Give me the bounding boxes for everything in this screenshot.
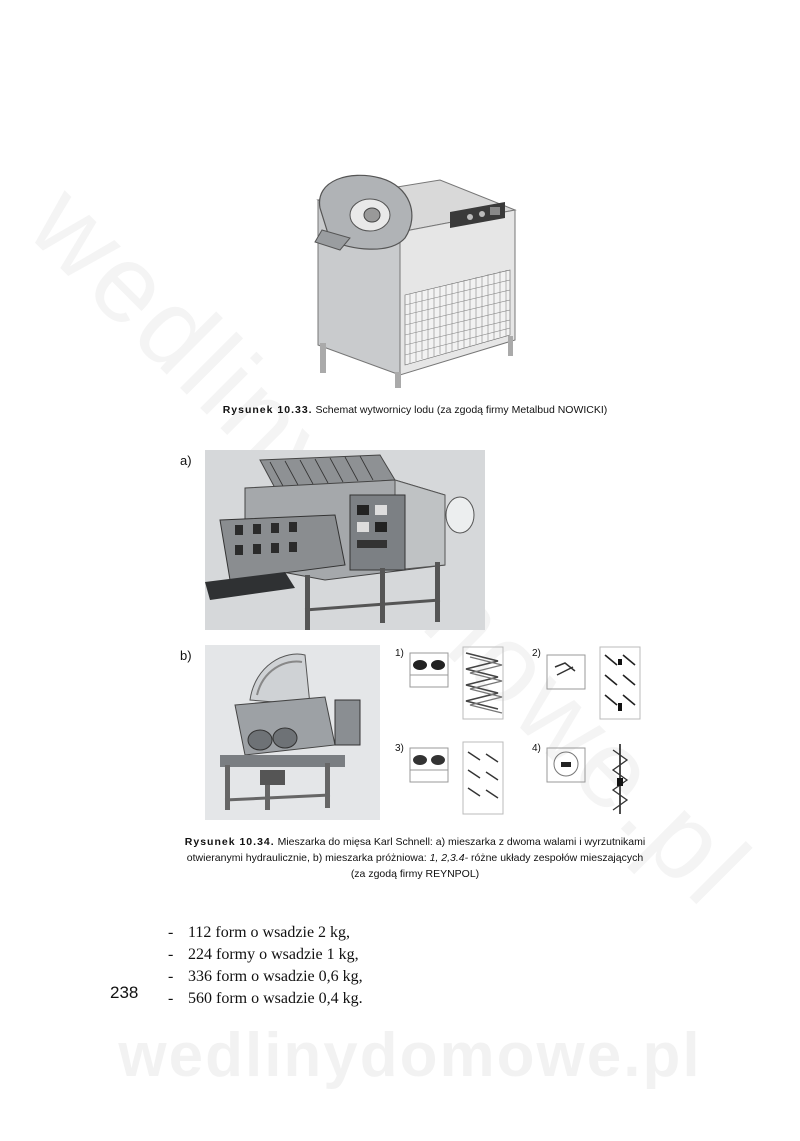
panel-a-label: a): [180, 453, 192, 468]
figure-1033-caption-text: Schemat wytwornicy lodu (za zgodą firmy Metalbud NOWICKI): [315, 404, 608, 416]
figure-1034-caption-line2c: różne układy zespołów mieszających: [468, 852, 644, 864]
figure-1034-caption-line3: (za zgodą firmy REYNPOL): [350, 868, 480, 880]
panel-b-label: b): [180, 648, 192, 663]
diagram-1-label: 1): [395, 648, 404, 659]
list-item: [168, 988, 363, 1010]
figure-1033-caption: [150, 402, 680, 418]
mixer-layout-1-diagram: [408, 645, 508, 725]
figure-1034-caption-line2b: 1, 2,3.4-: [429, 852, 469, 864]
diagram-4-label: 4): [532, 743, 541, 754]
mixer-layout-2-diagram: [545, 645, 645, 725]
list-item-text: 336 form o wsadzie 0,6 kg,: [188, 968, 363, 985]
ice-machine-illustration: [310, 160, 520, 390]
list-marker: -: [168, 924, 174, 941]
mold-count-list: [168, 922, 363, 1010]
list-item-text: 560 form o wsadzie 0,4 kg.: [188, 990, 363, 1007]
figure-1034-caption-line2a: otwieranymi hydraulicznie, b) mieszarka próżniowa:: [186, 852, 430, 864]
list-item-text: 112 form o wsadzie 2 kg,: [188, 924, 351, 941]
list-marker: -: [168, 946, 174, 963]
list-item-text: 224 formy o wsadzie 1 kg,: [188, 946, 359, 963]
mixer-layout-3-diagram: [408, 740, 508, 820]
mixer-layout-4-diagram: [545, 740, 645, 820]
figure-1034-caption: [150, 834, 680, 882]
figure-1034-label: Rysunek 10.34.: [184, 836, 275, 848]
diagram-3-label: 3): [395, 743, 404, 754]
list-item: [168, 966, 363, 988]
diagram-2-label: 2): [532, 648, 541, 659]
list-item: [168, 944, 363, 966]
vacuum-mixer-photo: [205, 645, 380, 820]
page-number: 238: [110, 983, 139, 1002]
watermark-bottom: wedlinydomowe.pl: [118, 1021, 702, 1090]
figure-1034-caption-line1: Mieszarka do mięsa Karl Schnell: a) mieszarka z dwoma walami i wyrzutnikami: [277, 836, 646, 848]
list-marker: -: [168, 968, 174, 985]
mixer-two-shafts-photo: [205, 450, 485, 630]
list-item: [168, 922, 363, 944]
list-marker: -: [168, 990, 174, 1007]
figure-1033-label: Rysunek 10.33.: [222, 404, 313, 416]
